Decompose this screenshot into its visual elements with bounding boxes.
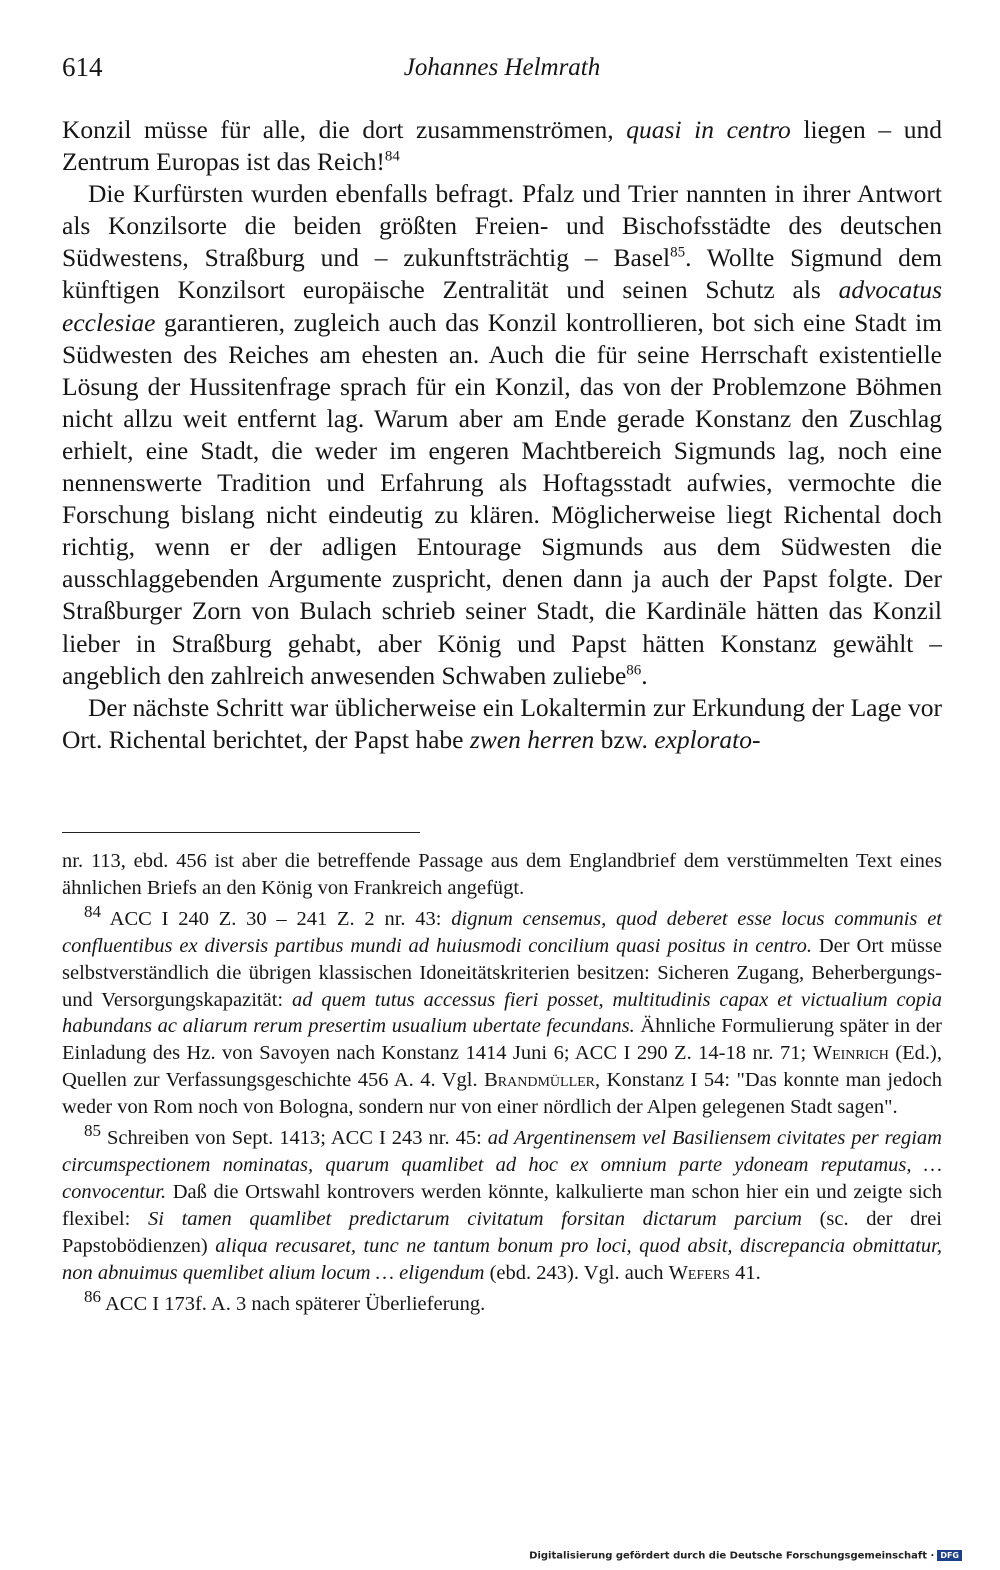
footnote-86: $^{86}$ ACC I 173f. A. 3 nach späterer Überlieferung. <box>84 1286 486 1315</box>
dfg-logo: DFG <box>937 1550 962 1561</box>
paragraph-1: Konzil müsse für alle, die dort zusammenströmen, quasi in centro liegen – und Zentrum Europas ist das Reich!$^{84}$ <box>62 115 942 177</box>
footnote-divider <box>62 832 420 833</box>
footnote-ref-84[interactable]: 84 <box>384 148 400 165</box>
digitization-credit: Digitalisierung gefördert durch die Deutsche Forschungsgemeinschaft · DFG <box>529 1550 962 1562</box>
footnote-number: 84 <box>84 901 101 921</box>
running-title: Johannes Helmrath <box>403 54 601 81</box>
page-number: 614 <box>62 52 103 82</box>
paragraph-2: Die Kurfürsten wurden ebenfalls befragt. Pfalz und Trier nannten in ihrer Antwort als Konzilsorte die beiden größten Freien- und Bischofsstädte des deutschen Südwestens, Straßburg und – zukunftsträchtig – Basel$^{85}$. Wollte Sigmund dem künftigen Konzilsort europäische Zentralität und seinen Schutz als advocatus ecclesiae garantieren, zugleich auch das Konzil kontrollieren, bot sich eine Stadt im Südwesten des Reiches am ehesten an. Auch die für seine Herrschaft existentielle Lösung der Hussitenfrage sprach für ein Konzil, das von der Problemzone Böhmen nicht allzu weit entfernt lag. Warum aber am Ende gerade Konstanz den Zuschlag erhielt, eine Stadt, die weder im engeren Machtbereich Sigmunds lag, noch eine nennenswerte Tradition und Erfahrung als Hoftagsstadt aufwies, vermochte die Forschung bislang nicht eindeutig zu klären. Möglicherweise liegt Richental doch richtig, wenn er der adligen Entourage Sigmunds aus dem Südwesten die ausschlaggebenden Argumente zuspricht, denen dann ja auch der Papst folgte. Der Straßburger Zorn von Bulach schrieb seiner Stadt, die Kardinäle hätten das Konzil lieber in Straßburg gehabt, aber König und Papst hätten Konstanz gewählt – angeblich den zahlreich anwesenden Schwaben zuliebe$^{86}$. <box>62 179 942 690</box>
footnote-number: 86 <box>84 1286 101 1306</box>
page-header <box>62 52 942 92</box>
footnote-ref-85[interactable]: 85 <box>670 244 686 261</box>
footnote-number: 85 <box>84 1121 101 1141</box>
footnote-85: $^{85}$ Schreiben von Sept. 1413; ACC I 243 nr. 45: ad Argentinensem vel Basiliensem civitates per regiam circumspectionem nominatas, quarum quamlibet ad hoc ex omnium parte ydoneam reputamus, … convocentur. Daß die Ortswahl kontrovers werden könnte, kalkulierte man schon hier ein und zeigte sich flexibel: Si tamen quamlibet predictarum civitatum forsitan dictarum parcium (sc. der drei Papstobödienzen) aliqua recusaret, tunc ne tantum bonum pro loci, quod absit, discrepancia obmittatur, non abnuimus quemlibet alium locum … eligendum (ebd. 243). Vgl. auch Wefers 41. <box>62 1121 943 1284</box>
footnote-84: $^{84}$ ACC I 240 Z. 30 – 241 Z. 2 nr. 43: dignum censemus, quod deberet esse locus communis et confluentibus ex diversis partibus mundi ad huiusmodi concilium quasi positus in centro. Der Ort müsse selbstverständlich die übrigen klassischen Idoneitätskriterien besitzen: Sicheren Zugang, Beherbergungs- und Versorgungskapazität: ad quem tutus accessus fieri posset, multitudinis capax et victualium copia habundans ac aliarum rerum presertim usualium ubertate fecundans. Ähnliche Formulierung später in der Einladung des Hz. von Savoyen nach Konstanz 1414 Juni 6; ACC I 290 Z. 14-18 nr. 71; Weinrich (Ed.), Quellen zur Verfassungsgeschichte 456 A. 4. Vgl. Brandmüller, Konstanz I 54: "Das konnte man jedoch weder von Rom noch von Bologna, sondern nur von einer nördlich der Alpen gelegenen Stadt sagen". <box>62 901 943 1119</box>
footnotes <box>62 848 942 1321</box>
footnote-continuation: nr. 113, ebd. 456 ist aber die betreffende Passage aus dem Englandbrief dem verstümmelten Text eines ähnlichen Briefs an den König von Frankreich angefügt. <box>62 850 942 899</box>
main-text <box>62 114 942 756</box>
footnote-ref-86[interactable]: 86 <box>626 662 642 679</box>
paragraph-3: Der nächste Schritt war üblicherweise ein Lokaltermin zur Erkundung der Lage vor Ort. Richental berichtet, der Papst habe zwen herren bzw. explorato- <box>62 692 942 754</box>
